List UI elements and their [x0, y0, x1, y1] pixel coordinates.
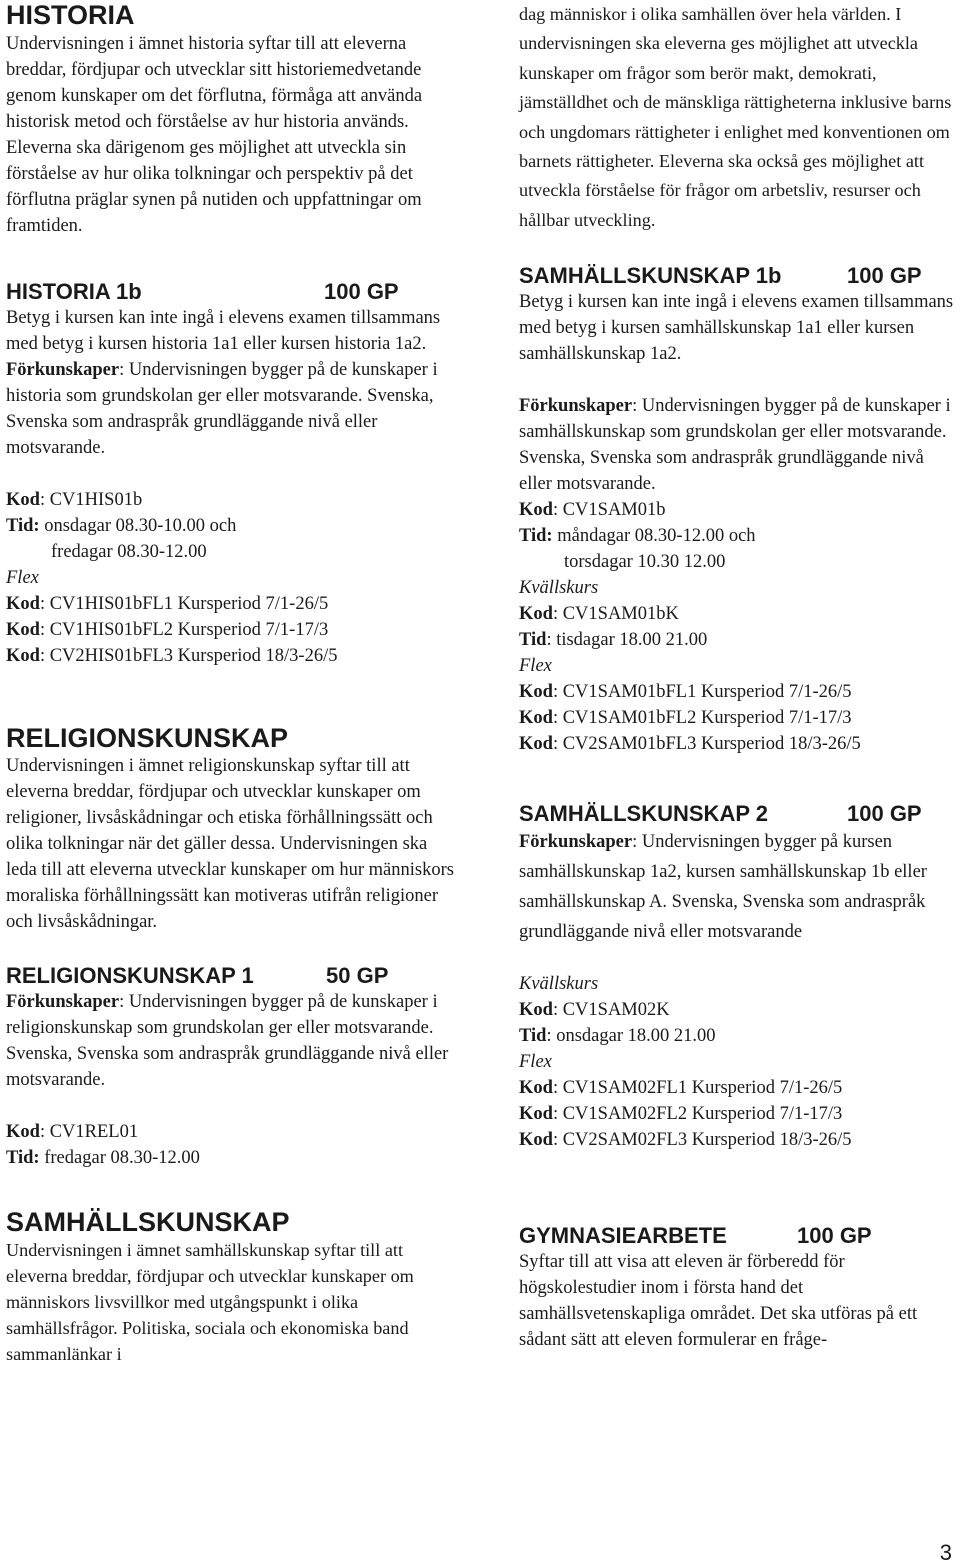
course-name: HISTORIA 1b [6, 279, 142, 304]
left-column [6, 0, 456, 1367]
prereq-label: Förkunskaper [6, 360, 120, 380]
flex-value: : CV1SAM02FL1 Kursperiod 7/1-26/5 [552, 1078, 843, 1099]
flex-row [6, 591, 456, 617]
code-label: Kod [6, 646, 40, 666]
time-value: måndagar 08.30-12.00 och [552, 526, 756, 547]
course-points: 100 GP [847, 801, 922, 827]
code-label: Kod [519, 1000, 553, 1021]
code-value: : CV1HIS01b [39, 490, 143, 510]
religion-prereq [6, 989, 456, 1041]
code-label: Kod [519, 708, 553, 729]
samhall-grade-note: Betyg i kursen kan inte ingå i elevens examen tillsammans med betyg i kursen samhällskunskap 1a1 eller kursen samhällskunskap 1a2. [519, 292, 954, 365]
religion-code [6, 1119, 456, 1145]
flex-row [519, 1101, 960, 1127]
course-name: GYMNASIEARBETE [519, 1223, 727, 1249]
historia-code [6, 487, 456, 513]
religion-heading: RELIGIONSKUNSKAP [6, 723, 289, 753]
flex-row [519, 731, 960, 757]
prereq-text: : Undervisningen bygger på de kunskaper i samhällskunskap som grundskolan ger eller motsvarande. Svenska, Svenska som andraspråk grundläggande nivå eller motsvarande. [519, 396, 951, 495]
prereq-text: : Undervisningen bygger på kursen samhällskunskap 1a2, kursen samhällskunskap 1b eller samhällskunskap A. Svenska, Svenska som andraspråk grundläggande nivå eller motsvarande [519, 832, 927, 943]
time-value: : onsdagar 18.00 21.00 [546, 1026, 716, 1047]
code-value: : CV1SAM02K [552, 1000, 670, 1021]
flex-row [6, 617, 456, 643]
historia-grade-note: Betyg i kursen kan inte ingå i elevens examen tillsammans med betyg i kursen historia 1a1 eller kursen historia 1a2. [6, 308, 441, 354]
gymnasiearbete-title [519, 1223, 960, 1249]
right-column [519, 0, 960, 1353]
code-label: Kod [519, 1130, 553, 1151]
code-label: Kod [6, 620, 40, 640]
samhall-time [519, 523, 960, 549]
samhall-2-code [519, 997, 960, 1023]
prereq-label: Förkunskaper [519, 396, 633, 417]
code-label: Kod [519, 604, 553, 625]
samhall-prereq [519, 393, 960, 497]
time-label: Tid [519, 1026, 547, 1047]
historia-intro: Undervisningen i ämnet historia syftar till att eleverna breddar, fördjupar och utvecklar sitt historiemedvetande genom kunskaper om det förflutna, förmåga att använda historisk metod och förståelse av hur historia används. Eleverna ska därigenom ges möjlighet att utveckla sin förståelse av hur olika tolkningar och perspektiv på det förflutna präglar synen på nutiden och uppfattningar om framtiden. [6, 34, 423, 236]
code-value: : CV1REL01 [39, 1122, 139, 1142]
flex-row [519, 1075, 960, 1101]
code-label: Kod [6, 594, 40, 614]
prereq-text: : Undervisningen bygger på de kunskaper i religionskunskap som grundskolan ger eller motsvarande. [6, 992, 438, 1038]
historia-flex-label: Flex [6, 568, 39, 588]
samhall-intro-left: Undervisningen i ämnet samhällskunskap syftar till att eleverna breddar, fördjupar och utvecklar kunskaper om människors livsvillkor med utgångspunkt i olika samhällsfrågor. Politiska, sociala och ekonomiska band sammanlänkar i [6, 1240, 414, 1364]
course-points: 100 GP [324, 279, 399, 304]
samhall-1b-course-title [519, 263, 960, 289]
flex-row [519, 1127, 960, 1153]
prereq-label: Förkunskaper [6, 992, 120, 1012]
samhall-time-2: torsdagar 10.30 12.00 [564, 552, 726, 573]
flex-value: : CV1SAM02FL2 Kursperiod 7/1-17/3 [552, 1104, 843, 1125]
religion-course-title [6, 963, 456, 989]
time-label: Tid: [6, 1148, 40, 1168]
code-label: Kod [519, 500, 553, 521]
flex-value: : CV2HIS01bFL3 Kursperiod 18/3-26/5 [39, 646, 338, 666]
religion-intro: Undervisningen i ämnet religionskunskap syftar till att eleverna breddar, fördjupar och utvecklar kunskaper om religioner, livsåskådningar och etiska förhållningssätt och olika tolkningar när det gäller dessa. Undervisningen ska leda till att eleverna utvecklar kunskaper om hur människors moraliska förhållningssätt kan motiveras utifrån religioner och livsåskådningar. [6, 756, 454, 932]
flex-value: : CV1SAM01bFL2 Kursperiod 7/1-17/3 [552, 708, 852, 729]
samhall-2-course-title [519, 801, 960, 827]
samhall-2-time [519, 1023, 960, 1049]
samhall-2-prereq [519, 827, 960, 947]
religion-time [6, 1145, 456, 1171]
flex-row [6, 643, 456, 669]
code-value: : CV1SAM01b [552, 500, 666, 521]
historia-1b-course-title [6, 279, 456, 305]
historia-prereq [6, 357, 456, 461]
flex-value: : CV1HIS01bFL1 Kursperiod 7/1-26/5 [39, 594, 329, 614]
samhall-heading: SAMHÄLLSKUNSKAP [6, 1207, 290, 1237]
code-label: Kod [519, 734, 553, 755]
historia-time-2: fredagar 08.30-12.00 [51, 542, 207, 562]
flex-value: : CV1SAM01bFL1 Kursperiod 7/1-26/5 [552, 682, 852, 703]
time-value: fredagar 08.30-12.00 [39, 1148, 200, 1168]
historia-heading: HISTORIA [6, 0, 135, 30]
course-points: 50 GP [326, 963, 389, 988]
code-value: : CV1SAM01bK [552, 604, 679, 625]
samhall-code [519, 497, 960, 523]
samhall-evening-time [519, 627, 960, 653]
code-label: Kod [6, 1122, 40, 1142]
prereq-label: Förkunskaper [519, 832, 633, 853]
gymnasiearbete-text: Syftar till att visa att eleven är förberedd för högskolestudier inom i första hand det samhällsvetenskapliga området. Det ska utföras på ett sådant sätt att eleven formulerar en fråge- [519, 1252, 918, 1351]
samhall-evening-label: Kvällskurs [519, 578, 599, 599]
time-label: Tid [519, 630, 547, 651]
flex-value: : CV2SAM01bFL3 Kursperiod 18/3-26/5 [552, 734, 861, 755]
code-label: Kod [519, 1104, 553, 1125]
code-label: Kod [519, 682, 553, 703]
flex-value: : CV1HIS01bFL2 Kursperiod 7/1-17/3 [39, 620, 329, 640]
samhall-evening-code [519, 601, 960, 627]
course-points: 100 GP [797, 1223, 872, 1249]
religion-prereq-2: Svenska, Svenska som andraspråk grundläggande nivå eller motsvarande. [6, 1044, 449, 1090]
time-label: Tid: [519, 526, 553, 547]
flex-row [519, 679, 960, 705]
flex-row [519, 705, 960, 731]
course-points: 100 GP [847, 263, 922, 289]
prereq-text: : Undervisningen bygger på de kunskaper i historia som grundskolan ger eller motsvarande. Svenska, Svenska som andraspråk grundläggande nivå eller motsvarande. [6, 360, 438, 458]
time-value: : tisdagar 18.00 21.00 [546, 630, 708, 651]
time-value: onsdagar 08.30-10.00 och [39, 516, 237, 536]
samhall-flex-label: Flex [519, 656, 552, 677]
time-label: Tid: [6, 516, 40, 536]
code-label: Kod [6, 490, 40, 510]
samhall-2-flex-label: Flex [519, 1052, 552, 1073]
flex-value: : CV2SAM02FL3 Kursperiod 18/3-26/5 [552, 1130, 852, 1151]
course-name: RELIGIONSKUNSKAP 1 [6, 963, 254, 988]
course-name: SAMHÄLLSKUNSKAP 1b [519, 263, 782, 289]
course-name: SAMHÄLLSKUNSKAP 2 [519, 801, 768, 827]
samhall-2-evening-label: Kvällskurs [519, 974, 599, 995]
page-number: 3 [939, 1540, 952, 1565]
code-label: Kod [519, 1078, 553, 1099]
samhall-intro-right: dag människor i olika samhällen över hela världen. I undervisningen ska eleverna ges möjlighet att utveckla kunskaper om frågor som berör makt, demokrati, jämställdhet och de mänskliga rättigheterna inklusive barns och ungdomars rättigheter i enlighet med konventionen om barnets rättigheter. Eleverna ska också ges möjlighet att utveckla förståelse för frågor om arbetsliv, resurser och hållbar utveckling. [519, 4, 952, 230]
historia-time [6, 513, 456, 539]
